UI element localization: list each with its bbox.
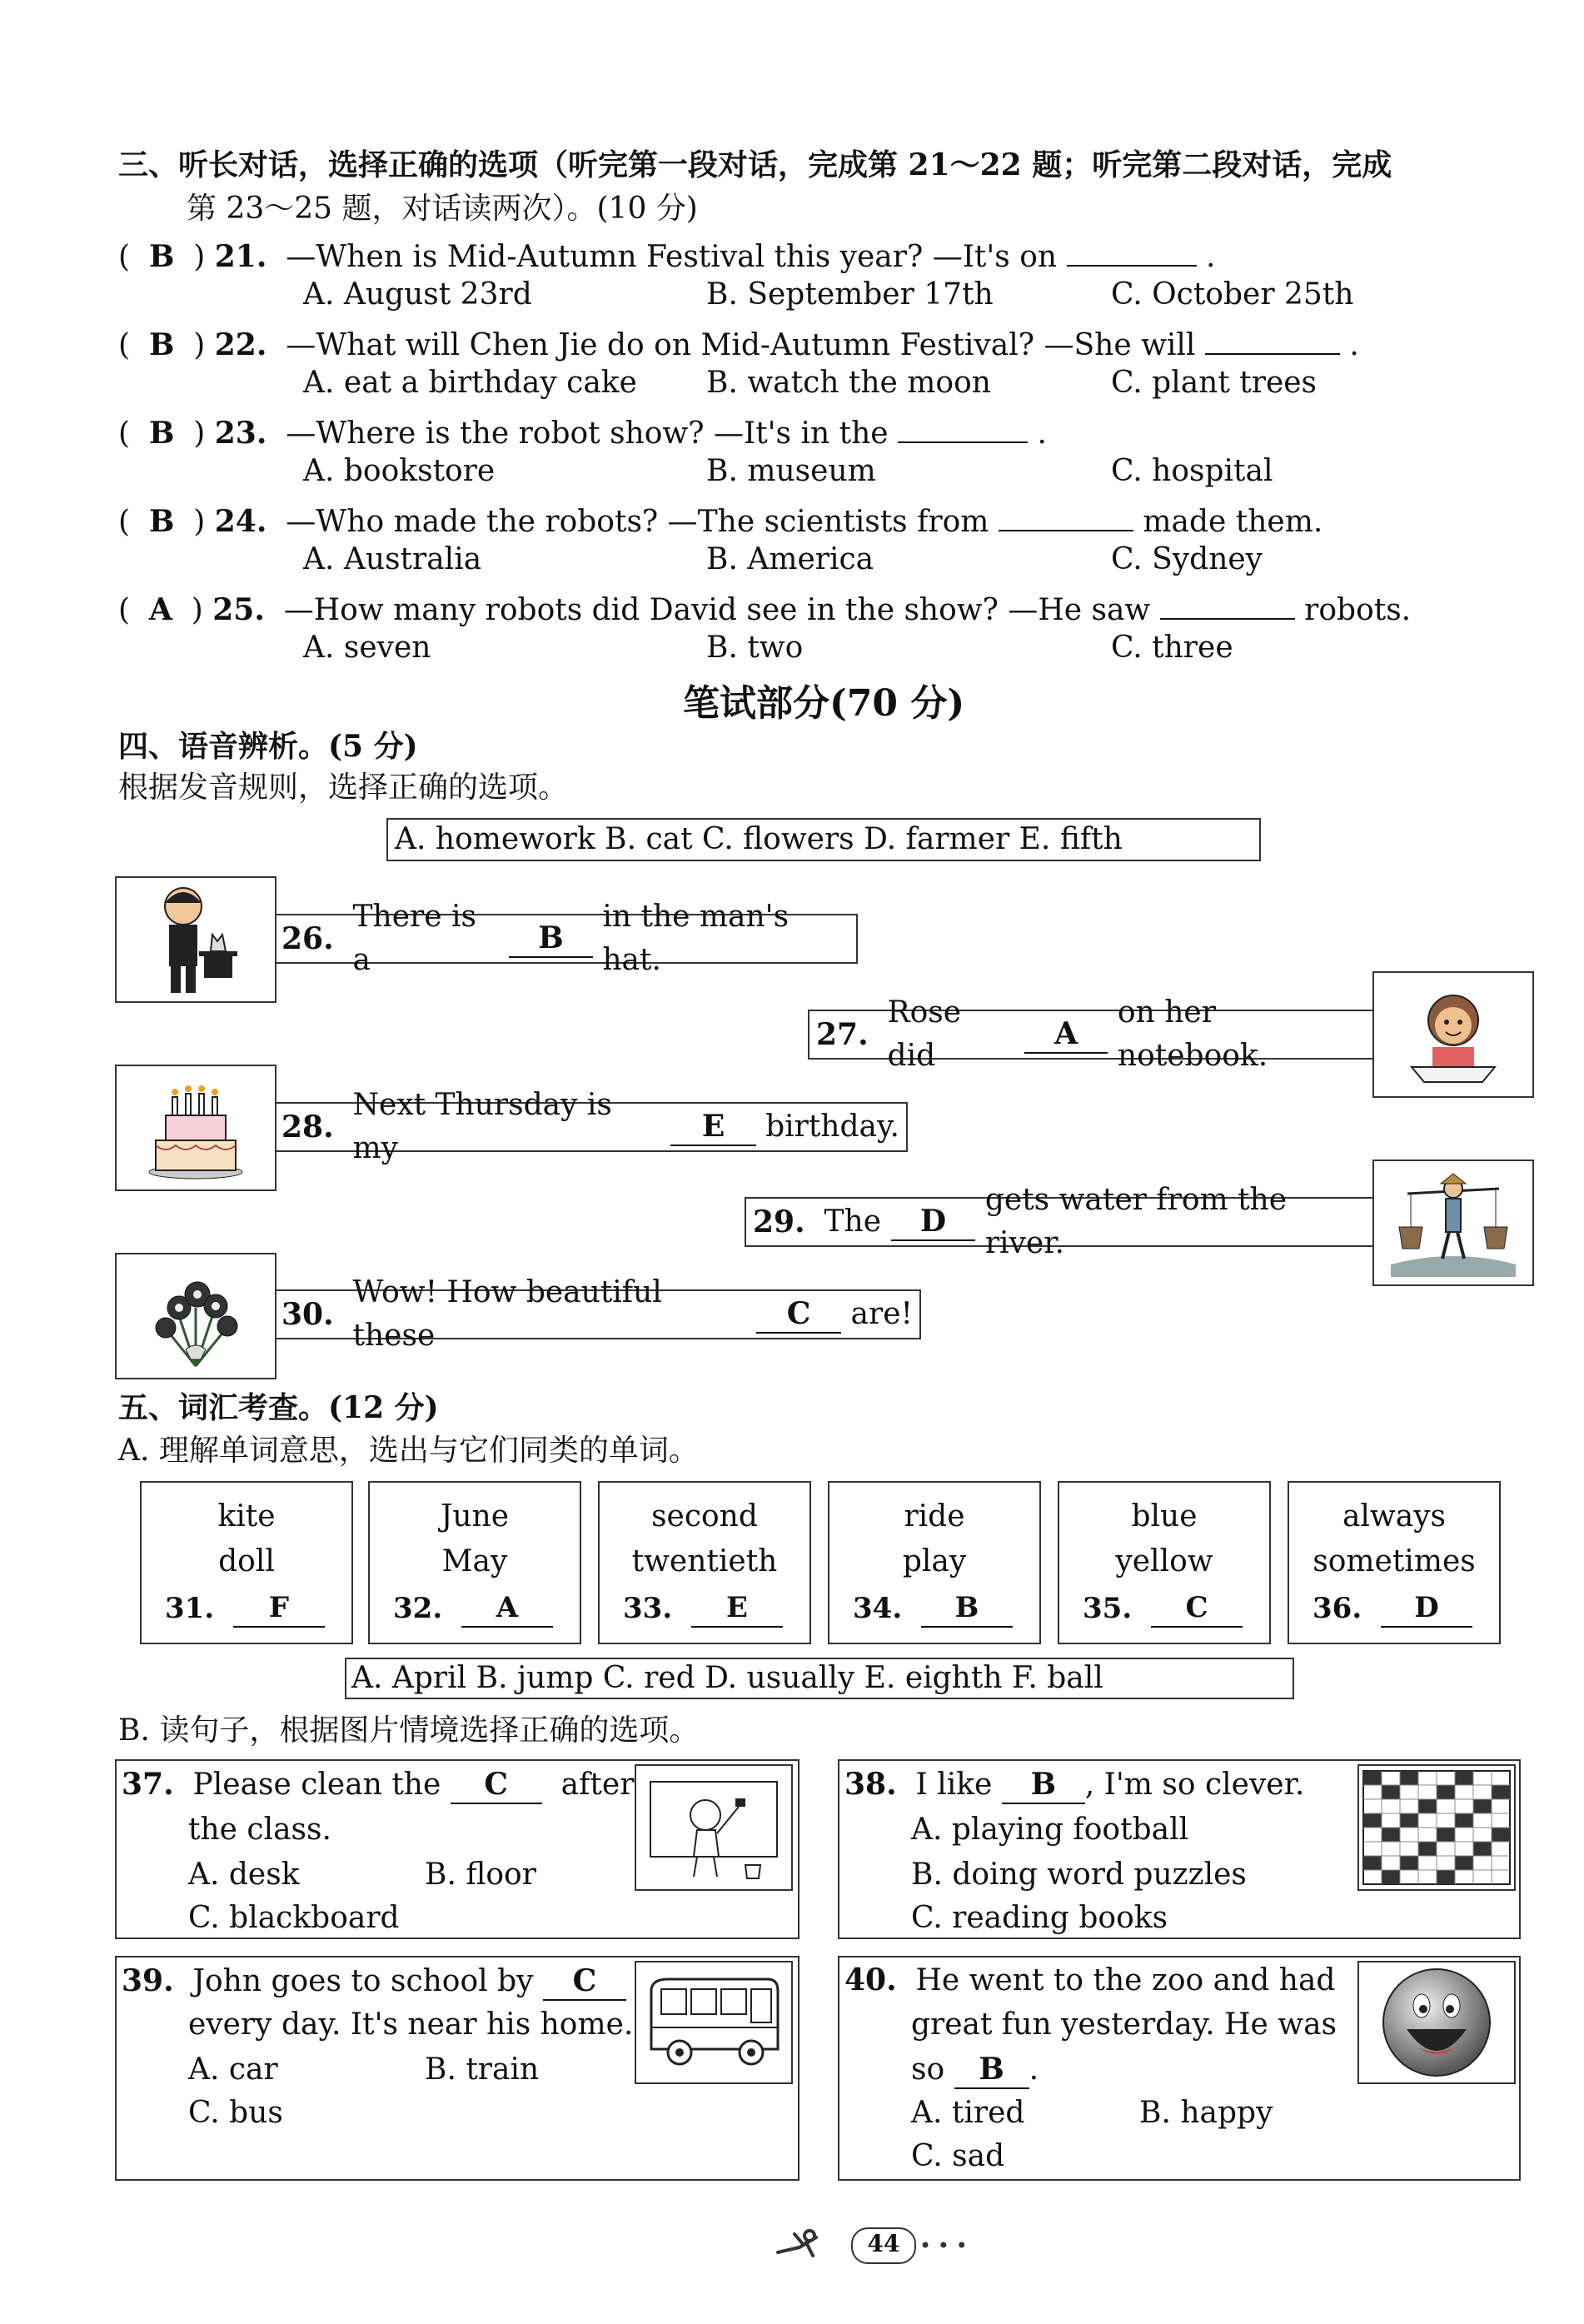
question-40-box [838,1956,1521,2181]
question-21-option-c[interactable]: C. October 25th [1111,277,1354,312]
cell-answer[interactable]: C [1151,1589,1243,1628]
question-28-after: birthday. [765,1110,899,1144]
question-number: 22. [214,327,267,362]
q37-option-a: A. desk [188,1858,300,1892]
bus-icon [643,1972,785,2072]
question-25-option-a[interactable]: A. seven [303,631,431,665]
q38-text-b: , I'm so clever. [1084,1768,1305,1802]
q40-picture [1357,1961,1516,2084]
question-23-option-c[interactable]: C. hospital [1111,454,1273,488]
q39-line2: every day. It's near his home. [188,2007,634,2042]
cell-word-1: June [440,1499,510,1534]
q39-answer[interactable]: C [543,1962,626,2001]
question-stem: —How many robots did David see in the show? —He saw [283,593,1151,627]
question-27 [808,995,1374,1073]
farmer-icon [1391,1169,1516,1277]
cell-number: 35. [1083,1592,1133,1625]
cell-answer[interactable]: B [921,1589,1013,1628]
word-bank-box: A. April B. jump C. red D. usually E. eighth F. ball [345,1658,1294,1699]
paren-open: ( [118,416,149,451]
question-30-after: are! [850,1297,913,1331]
question-22-option-a[interactable]: A. eat a birthday cake [303,366,637,400]
q38-option-b: B. doing word puzzles [911,1858,1247,1892]
section5-title: 五、词汇考查。(12 分) [118,1390,439,1425]
q40-option-c: C. sad [911,2139,1005,2173]
q37-text-b: after [560,1768,635,1802]
question-tail: robots. [1304,593,1412,627]
question-25-option-b[interactable]: B. two [706,631,804,665]
question-stem: —When is Mid-Autumn Festival this year? —It's on [286,240,1058,274]
picture-30 [115,1253,276,1379]
cell-answer[interactable]: A [461,1589,553,1628]
answer-blank[interactable] [1205,317,1340,355]
question-21-answer[interactable]: B [148,239,175,274]
picture-29 [1372,1160,1534,1286]
section4-instruction: 根据发音规则，选择正确的选项。 [118,771,569,805]
q37-picture [635,1764,793,1891]
question-27-before: Rose did [887,995,962,1073]
question-24-option-c[interactable]: C. Sydney [1111,542,1263,576]
picture-26 [115,876,276,1003]
question-28-num: 28. [281,1110,334,1145]
q37-option-c: C. blackboard [188,1901,400,1935]
cell-answer[interactable]: E [691,1589,783,1628]
question-24-option-b[interactable]: B. America [706,542,874,576]
paren-open: ( [118,240,149,274]
q40-text-b: . [1029,2052,1039,2087]
cell-number: 33. [623,1592,673,1625]
question-27-answer[interactable]: A [1024,1015,1108,1054]
phonics-options-box: A. homework B. cat C. flowers D. farmer E. fifth [386,818,1261,861]
question-26-num: 26. [281,921,334,956]
cell-word-2: doll [218,1544,275,1578]
question-24-answer[interactable]: B [148,504,175,539]
q37-option-b: B. floor [425,1858,536,1892]
q38-option-a: A. playing football [911,1813,1189,1847]
question-38-box [838,1759,1521,1939]
section5-partA: A. 理解单词意思，选出与它们同类的单词。 [118,1434,699,1468]
q38-text-a: I like [915,1768,993,1802]
question-29-after: gets water from the river. [984,1183,1288,1260]
q39-option-c: C. bus [188,2096,283,2130]
question-number: 24. [214,504,267,539]
question-30-answer[interactable]: C [756,1295,841,1334]
question-25-stem-row [118,581,1411,632]
question-29-answer[interactable]: D [891,1203,976,1241]
question-stem: —Who made the robots? —The scientists from [286,505,989,539]
question-22-stem-row [118,317,1359,367]
q40-line1: He went to the zoo and had [915,1963,1336,1997]
question-23-answer[interactable]: B [148,416,175,451]
happy-face-icon [1378,1964,1495,2081]
q40-num: 40. [844,1962,897,1997]
q40-option-b: B. happy [1139,2096,1273,2130]
paren-close: ) [174,328,215,362]
section4-title: 四、语音辨析。(5 分) [118,729,418,764]
question-tail: made them. [1143,505,1323,539]
paren-close: ) [174,416,215,451]
question-27-after: on her notebook. [1117,995,1268,1073]
question-30-before: Wow! How beautiful these [352,1275,662,1353]
word-puzzle-grid-icon [1362,1769,1512,1886]
answer-blank[interactable] [898,405,1028,443]
cell-number: 32. [393,1592,443,1625]
paren-open: ( [118,328,149,362]
question-28 [275,1088,908,1165]
cell-word-2: sometimes [1313,1544,1476,1578]
footer-dots: • • • [919,2234,968,2257]
cell-word-1: kite [217,1499,276,1534]
question-25-answer[interactable]: A [148,592,172,627]
question-30 [275,1275,921,1353]
q37-text-a: Please clean the [192,1768,441,1802]
q38-picture [1357,1764,1516,1891]
section3-title-line2: 第 23～25 题，对话读两次）。(10 分) [187,192,698,226]
question-25-option-c[interactable]: C. three [1111,631,1233,665]
q40-text-a: so [911,2052,945,2087]
paren-close: ) [174,505,215,539]
magician-icon [146,881,246,998]
section3-title-line1: 三、听长对话，选择正确的选项（听完第一段对话，完成第 21～22 题；听完第二段对话，完成 [118,147,1392,182]
question-21-option-a[interactable]: A. August 23rd [303,277,532,312]
question-23-stem-row [118,405,1047,456]
q40-line2: great fun yesterday. He was [911,2007,1337,2042]
cell-word-1: always [1342,1499,1447,1534]
q38-num: 38. [844,1767,897,1802]
q39-option-b: B. train [425,2052,540,2087]
cell-word-1: blue [1131,1499,1198,1534]
question-tail: . [1037,416,1047,451]
question-29 [745,1183,1374,1260]
q38-option-c: C. reading books [911,1901,1168,1935]
question-22-option-c[interactable]: C. plant trees [1111,366,1318,400]
section5-partB: B. 读句子，根据图片情境选择正确的选项。 [118,1713,700,1748]
girl-writing-icon [1399,980,1507,1089]
cell-answer[interactable]: F [233,1589,325,1628]
question-tail: . [1349,328,1359,362]
question-26-answer[interactable]: B [509,920,593,958]
footer-runner-icon [775,2222,849,2262]
category-cell-31 [140,1481,353,1644]
cell-number: 36. [1313,1592,1362,1625]
q39-option-a: A. car [188,2052,278,2087]
question-number: 23. [214,416,267,451]
question-stem: —What will Chen Jie do on Mid-Autumn Festival? —She will [286,328,1196,362]
question-23-option-a[interactable]: A. bookstore [303,454,496,488]
q37-num: 37. [122,1767,174,1802]
question-24-stem-row [118,493,1322,544]
cell-number: 34. [853,1592,903,1625]
cake-icon [146,1074,246,1182]
question-21-option-b[interactable]: B. September 17th [706,277,994,312]
question-26-before: There is a [352,900,476,977]
cell-number: 31. [165,1592,215,1625]
q40-option-a: A. tired [911,2096,1025,2130]
cell-answer[interactable]: D [1381,1589,1472,1628]
question-stem: —Where is the robot show? —It's in the [286,416,889,451]
cell-word-2: May [441,1544,508,1578]
picture-28 [115,1065,276,1191]
q37-answer[interactable]: C [451,1766,542,1804]
question-tail: . [1205,240,1216,274]
category-cell-34 [828,1481,1041,1644]
question-37-box [115,1759,799,1939]
paren-open: ( [118,505,149,539]
question-24-option-a[interactable]: A. Australia [303,542,482,576]
question-22-option-b[interactable]: B. watch the moon [706,366,991,400]
q39-num: 39. [122,1963,174,1998]
page-number: 44 [851,2227,916,2264]
q39-text-a: John goes to school by [192,1964,534,1998]
question-26 [275,900,858,977]
student-cleaning-blackboard-icon [647,1773,780,1882]
cell-word-1: ride [904,1499,965,1534]
question-23-option-b[interactable]: B. museum [706,454,876,488]
q37-line2: the class. [188,1813,331,1847]
question-21-stem-row [118,228,1215,279]
answer-blank[interactable] [1067,228,1197,267]
answer-blank[interactable] [999,493,1133,531]
question-29-num: 29. [753,1204,805,1239]
cell-word-2: twentieth [631,1544,778,1578]
question-29-before: The [824,1204,882,1239]
question-39-box [115,1956,799,2181]
question-number: 25. [212,592,265,627]
question-number: 21. [214,239,267,274]
category-cell-35 [1058,1481,1271,1644]
written-section-header: 笔试部分(70 分) [683,682,965,725]
question-26-after: in the man's hat. [602,900,790,977]
paren-open: ( [118,593,149,627]
cell-word-2: play [902,1544,967,1578]
question-27-num: 27. [816,1017,869,1052]
paren-close: ) [172,593,213,627]
runner-icon [775,2222,849,2259]
q39-picture [635,1961,793,2084]
flowers-icon [146,1258,246,1374]
category-cell-33 [598,1481,811,1644]
category-cell-36 [1288,1481,1501,1644]
cell-word-1: second [651,1499,758,1534]
q38-answer[interactable]: B [1002,1766,1085,1804]
q40-answer[interactable]: B [954,2051,1029,2089]
paren-close: ) [174,240,215,274]
question-22-answer[interactable]: B [148,327,175,362]
answer-blank[interactable] [1160,581,1295,620]
question-28-answer[interactable]: E [670,1108,755,1146]
cell-word-2: yellow [1115,1544,1213,1578]
question-30-num: 30. [281,1297,334,1332]
question-28-before: Next Thursday is my [352,1088,612,1165]
picture-27 [1372,971,1534,1098]
category-cell-32 [368,1481,581,1644]
